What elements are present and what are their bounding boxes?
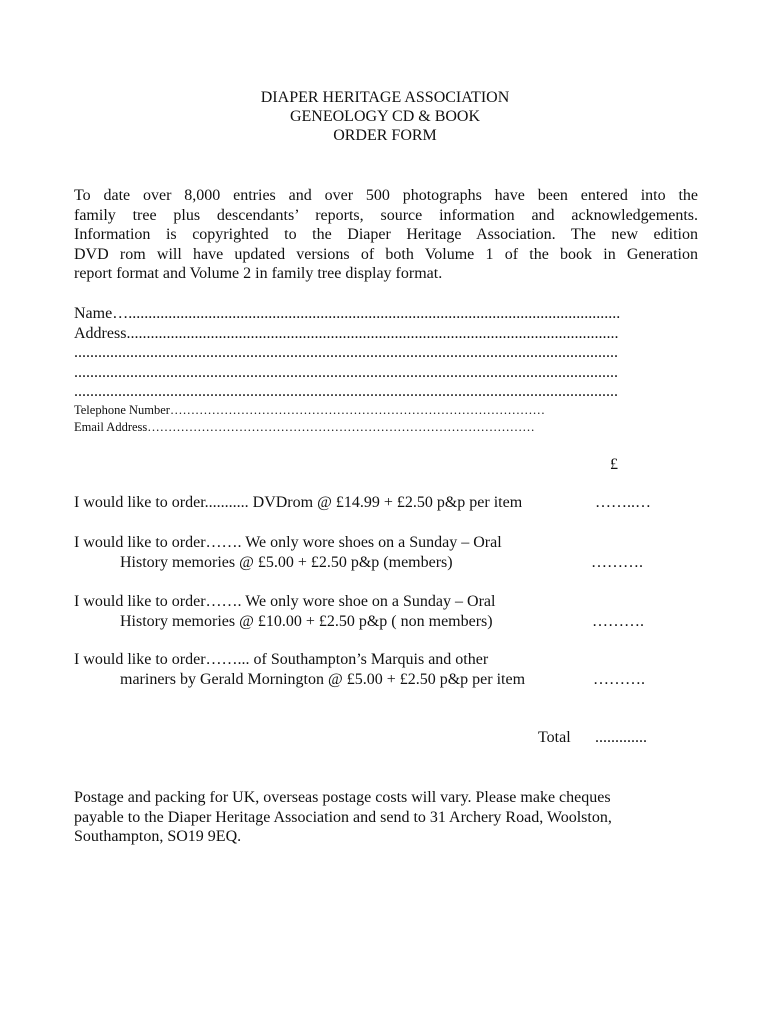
- order-description: I would like to order……... of Southampton’s Marquis and other: [74, 651, 489, 668]
- order-quantity-field[interactable]: ……….: [591, 553, 643, 571]
- order-description-cont: History memories @ £5.00 + £2.50 p&p (members): [120, 553, 453, 571]
- address-field[interactable]: Address...........................................................................................................................: [74, 324, 619, 342]
- intro-line: Information is copyrighted to the Diaper Heritage Association. The new edition: [74, 226, 698, 243]
- order-quantity-field[interactable]: ……..…: [595, 494, 651, 511]
- intro-line: family tree plus descendants’ reports, source information and acknowledgements.: [74, 206, 698, 224]
- form-title: ORDER FORM: [333, 127, 437, 144]
- footer-line: Southampton, SO19 9EQ.: [74, 828, 242, 845]
- intro-line: DVD rom will have updated versions of both Volume 1 of the book in Generation: [74, 245, 698, 263]
- footer-line: Postage and packing for UK, overseas postage costs will vary. Please make cheques: [74, 789, 611, 806]
- order-item-shoes-members: [74, 533, 714, 572]
- intro-paragraph: [74, 186, 698, 284]
- name-field[interactable]: Name…...........................................................................................................................: [74, 305, 621, 322]
- order-item-marquis-book: [74, 650, 714, 689]
- address-line-3[interactable]: ........................................................................................................................................: [74, 363, 618, 381]
- order-description: I would like to order……. We only wore shoes on a Sunday – Oral: [74, 534, 502, 551]
- telephone-field[interactable]: Telephone Number………………………………………………………………………………: [74, 402, 545, 417]
- order-item-dvdrom: [74, 493, 714, 513]
- intro-line: report format and Volume 2 in family tree display format.: [74, 265, 443, 282]
- payment-instructions: [74, 788, 714, 847]
- address-line-4[interactable]: ........................................................................................................................................: [74, 383, 618, 400]
- total-field[interactable]: .............: [595, 729, 647, 746]
- order-description: I would like to order........... DVDrom @ £14.99 + £2.50 p&p per item: [74, 494, 523, 511]
- customer-details: [74, 304, 698, 436]
- order-description-cont: History memories @ £10.00 + £2.50 p&p ( non members): [120, 612, 493, 630]
- address-line-2[interactable]: ........................................................................................................................................: [74, 344, 618, 361]
- total-label: Total: [538, 729, 571, 746]
- currency-symbol: £: [610, 456, 618, 473]
- email-field[interactable]: Email Address…………………………………………………………………………………: [74, 419, 535, 434]
- form-header: [0, 88, 770, 145]
- order-quantity-field[interactable]: ……….: [593, 670, 645, 688]
- footer-line: payable to the Diaper Heritage Association and send to 31 Archery Road, Woolston,: [74, 808, 612, 826]
- order-description: I would like to order……. We only wore shoe on a Sunday – Oral: [74, 593, 496, 610]
- order-quantity-field[interactable]: ……….: [592, 612, 644, 630]
- order-item-shoes-non-members: [74, 592, 714, 631]
- org-title: DIAPER HERITAGE ASSOCIATION: [260, 89, 510, 106]
- order-description-cont: mariners by Gerald Mornington @ £5.00 + £2.50 p&p per item: [120, 670, 526, 688]
- intro-line: To date over 8,000 entries and over 500 photographs have been entered into the: [74, 187, 698, 204]
- product-title: GENEOLOGY CD & BOOK: [289, 108, 481, 125]
